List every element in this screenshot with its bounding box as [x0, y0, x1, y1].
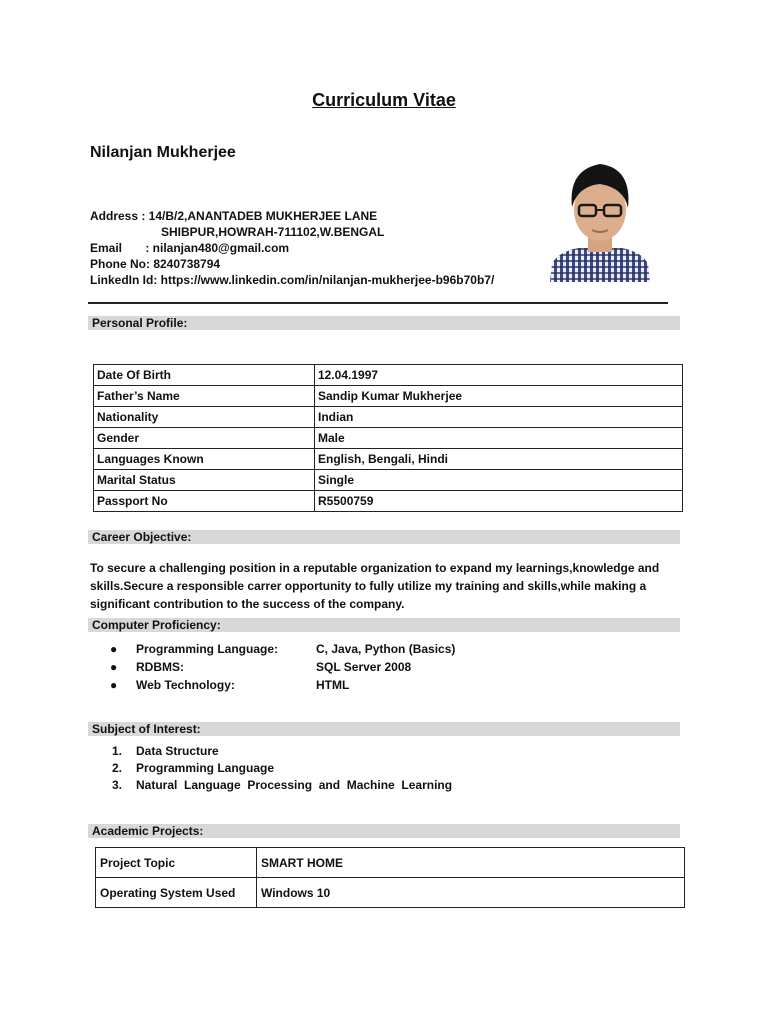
section-academic-projects: Academic Projects: — [88, 824, 680, 838]
table-row — [94, 365, 683, 386]
proficiency-value: C, Java, Python (Basics) — [316, 642, 456, 656]
section-career-objective: Career Objective: — [88, 530, 680, 544]
profile-photo — [548, 152, 652, 282]
section-computer-proficiency: Computer Proficiency: — [88, 618, 680, 632]
bullet-icon: ● — [110, 678, 118, 692]
profile-value: Male — [315, 428, 683, 449]
candidate-name: Nilanjan Mukherjee — [90, 144, 236, 161]
proficiency-value: SQL Server 2008 — [316, 660, 412, 674]
profile-key: Nationality — [94, 407, 315, 428]
phone-line: Phone No: 8240738794 — [90, 257, 221, 271]
linkedin-line: LinkedIn Id: https://www.linkedin.com/in/nilanjan-mukherjee-b96b70b7/ — [90, 273, 495, 287]
section-subject-of-interest: Subject of Interest: — [88, 722, 680, 736]
list-number: 2. — [112, 761, 123, 775]
personal-profile-table — [93, 364, 683, 512]
interest-text: Natural Language Processing and Machine Learning — [136, 778, 453, 792]
bullet-icon: ● — [110, 660, 118, 674]
project-key: Operating System Used — [96, 878, 257, 908]
list-number: 1. — [112, 744, 123, 758]
interest-text: Data Structure — [136, 744, 219, 758]
table-row — [94, 386, 683, 407]
list-number: 3. — [112, 778, 123, 792]
profile-key: Date Of Birth — [94, 365, 315, 386]
table-row — [96, 848, 685, 878]
profile-key: Languages Known — [94, 449, 315, 470]
profile-value: R5500759 — [315, 491, 683, 512]
profile-key: Marital Status — [94, 470, 315, 491]
proficiency-label: Programming Language: — [136, 642, 279, 656]
project-key: Project Topic — [96, 848, 257, 878]
table-row — [96, 878, 685, 908]
profile-value: Indian — [315, 407, 683, 428]
table-row — [94, 407, 683, 428]
academic-projects-table — [95, 847, 685, 908]
table-row — [94, 470, 683, 491]
address-line-1: Address : 14/B/2,ANANTADEB MUKHERJEE LANE — [90, 209, 378, 223]
bullet-icon: ● — [110, 642, 118, 656]
profile-key: Passport No — [94, 491, 315, 512]
profile-value: Single — [315, 470, 683, 491]
profile-value: Sandip Kumar Mukherjee — [315, 386, 683, 407]
project-value: Windows 10 — [257, 878, 685, 908]
project-value: SMART HOME — [257, 848, 685, 878]
career-objective-text: To secure a challenging position in a reputable organization to expand my learnings,knowledge and skills.Secure a responsible carrer opportunity to fully utilize my training and skills,while making a significant contribution to the success of the company. — [90, 561, 660, 611]
profile-value: 12.04.1997 — [315, 365, 683, 386]
interest-text: Programming Language — [136, 761, 275, 775]
email-line: Email : nilanjan480@gmail.com — [90, 241, 290, 255]
table-row — [94, 491, 683, 512]
proficiency-label: Web Technology: — [136, 678, 235, 692]
table-row — [94, 449, 683, 470]
profile-key: Father’s Name — [94, 386, 315, 407]
proficiency-value: HTML — [316, 678, 350, 692]
section-personal-profile: Personal Profile: — [88, 316, 680, 330]
address-line-2: SHIBPUR,HOWRAH-711102,W.BENGAL — [161, 225, 385, 239]
profile-value: English, Bengali, Hindi — [315, 449, 683, 470]
profile-key: Gender — [94, 428, 315, 449]
table-row — [94, 428, 683, 449]
header-divider — [88, 302, 668, 304]
cv-title: Curriculum Vitae — [312, 90, 456, 110]
proficiency-label: RDBMS: — [136, 660, 184, 674]
